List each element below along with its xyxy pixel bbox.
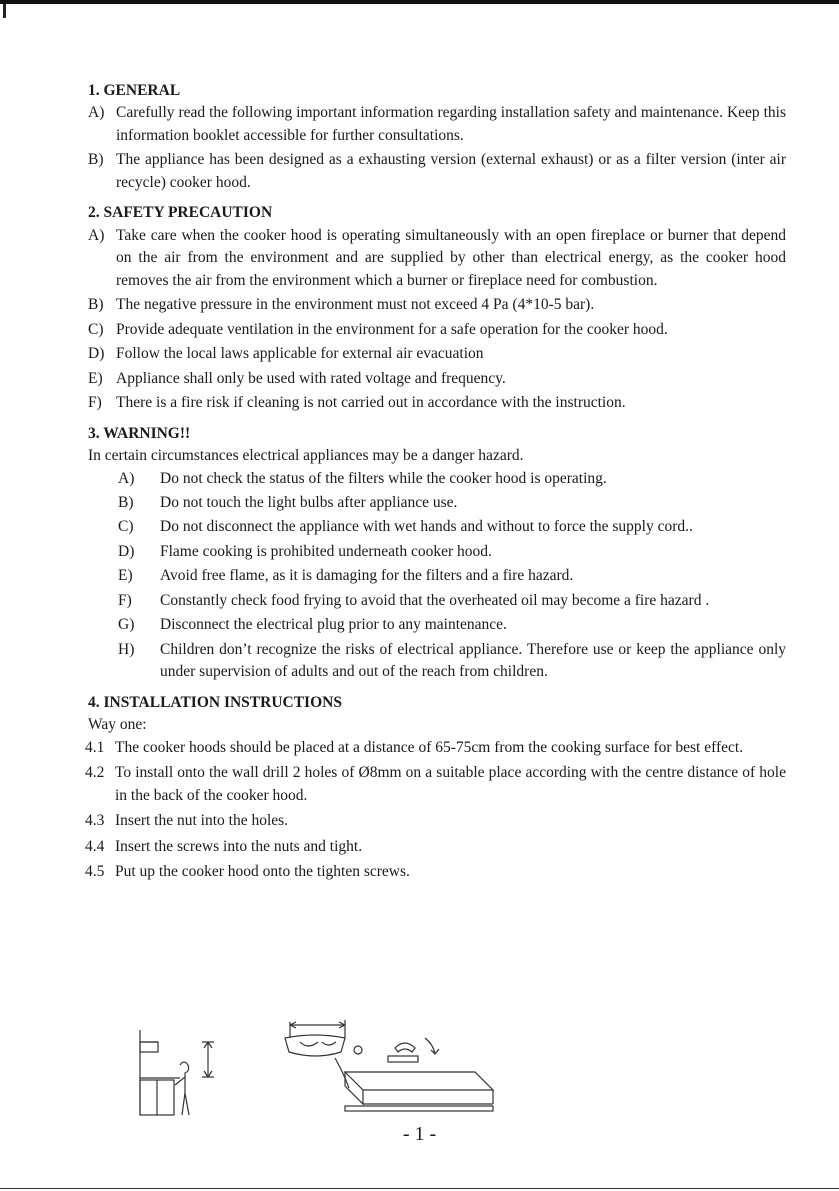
- item-label: C): [88, 320, 104, 338]
- item-text: Disconnect the electrical plug prior to any maintenance.: [160, 616, 507, 634]
- list-item: [118, 516, 786, 538]
- item-text: Avoid free flame, as it is damaging for the filters and a fire hazard.: [160, 567, 574, 585]
- section-intro: In certain circumstances electrical appliances may be a danger hazard.: [88, 447, 524, 465]
- item-text: Children don’t recognize the risks of electrical appliance. Therefore use or keep the appliance only under supervision of adults and out of the reach from children.: [160, 640, 786, 681]
- item-label: D): [88, 345, 105, 363]
- section-general: [88, 80, 786, 194]
- section-safety-precaution: [88, 202, 786, 414]
- item-text: There is a fire risk if cleaning is not carried out in accordance with the instruction.: [116, 394, 626, 412]
- scan-edge-mark: [3, 4, 6, 18]
- list-item: [118, 590, 786, 612]
- section-heading: 1. GENERAL: [88, 82, 181, 99]
- item-text: Take care when the cooker hood is operating simultaneously with an open fireplace or burner that depend on the air from the environment and are supplied by other than electrical energy, as the cooker hood removes the air from the environment which a burner or fireplace need for combustion.: [116, 226, 786, 289]
- item-text: Do not check the status of the filters while the cooker hood is operating.: [160, 469, 607, 487]
- item-text: Do not disconnect the appliance with wet hands and without to force the supply cord..: [160, 518, 693, 536]
- item-label: B): [118, 493, 134, 511]
- section-intro: Way one:: [88, 716, 147, 734]
- list-item: [85, 861, 786, 883]
- item-label: A): [88, 226, 105, 244]
- item-label: A): [118, 469, 135, 487]
- item-label: F): [88, 394, 102, 412]
- list-item: [85, 737, 786, 759]
- item-label: 4.1: [85, 738, 105, 756]
- item-text: The cooker hoods should be placed at a distance of 65-75cm from the cooking surface for best effect.: [115, 738, 744, 756]
- list-item: [85, 810, 786, 832]
- kitchen-height-figure: [140, 1030, 214, 1115]
- item-text: Put up the cooker hood onto the tighten screws.: [115, 863, 410, 880]
- section-heading: 4. INSTALLATION INSTRUCTIONS: [88, 693, 342, 711]
- item-text: Flame cooking is prohibited underneath cooker hood.: [160, 542, 492, 560]
- list-item: [88, 343, 786, 365]
- item-text: Insert the nut into the holes.: [115, 812, 289, 830]
- item-label: 4.2: [85, 764, 105, 782]
- list-item: [88, 102, 786, 147]
- item-label: 4.4: [85, 837, 105, 855]
- item-label: B): [88, 151, 104, 169]
- item-label: D): [118, 542, 135, 560]
- installation-figures: [130, 1020, 530, 1130]
- installation-diagram: [130, 1020, 530, 1130]
- item-text: The negative pressure in the environment must not exceed 4 Pa (4*10-5 bar).: [116, 296, 595, 314]
- section-heading: 3. WARNING!!: [88, 424, 191, 442]
- section-heading: 2. SAFETY PRECAUTION: [88, 204, 273, 222]
- page-number: - 1 -: [402, 1123, 437, 1145]
- item-text: Provide adequate ventilation in the environment for a safe operation for the cooker hood.: [116, 320, 668, 338]
- list-item: [88, 294, 786, 316]
- list-item: [118, 565, 786, 587]
- list-item: [118, 492, 786, 514]
- item-text: The appliance has been designed as a exhausting version (external exhaust) or as a filter version (inter air recycle) cooker hood.: [116, 151, 786, 191]
- list-item: [88, 392, 786, 414]
- manual-page-content: [85, 80, 786, 891]
- item-text: Do not touch the light bulbs after appliance use.: [160, 493, 458, 511]
- item-label: E): [88, 369, 103, 387]
- item-text: Constantly check food frying to avoid that the overheated oil may become a fire hazard .: [160, 591, 710, 609]
- item-text: Follow the local laws applicable for external air evacuation: [116, 345, 484, 363]
- section-warning: [88, 423, 786, 684]
- cooker-hood-figure: [285, 1020, 493, 1111]
- list-item: [118, 639, 786, 684]
- item-label: G): [118, 616, 135, 634]
- list-item: [118, 614, 786, 636]
- item-text: To install onto the wall drill 2 holes of Ø8mm on a suitable place according with the centre distance of hole in the back of the cooker hood.: [115, 764, 786, 804]
- item-text: Insert the screws into the nuts and tight.: [115, 837, 363, 855]
- list-item: [118, 468, 786, 490]
- item-text: Appliance shall only be used with rated voltage and frequency.: [116, 369, 506, 387]
- item-label: E): [118, 567, 133, 585]
- list-item: [118, 541, 786, 563]
- section-installation: [85, 692, 786, 884]
- list-item: [88, 149, 786, 194]
- list-item: [85, 836, 786, 858]
- item-text: Carefully read the following important information regarding installation safety and maintenance. Keep this information booklet accessible for further consultations.: [116, 104, 786, 144]
- item-label: C): [118, 518, 134, 536]
- item-label: 4.3: [85, 812, 105, 830]
- list-item: [88, 225, 786, 292]
- bottom-border-line: [0, 1188, 839, 1189]
- list-item: [88, 368, 786, 390]
- item-label: H): [118, 640, 135, 658]
- list-item: [85, 762, 786, 807]
- item-label: B): [88, 296, 104, 314]
- list-item: [88, 319, 786, 341]
- warning-list: [88, 468, 786, 684]
- item-label: A): [88, 104, 105, 122]
- item-label: 4.5: [85, 863, 105, 880]
- item-label: F): [118, 591, 132, 609]
- top-border-line: [0, 0, 839, 4]
